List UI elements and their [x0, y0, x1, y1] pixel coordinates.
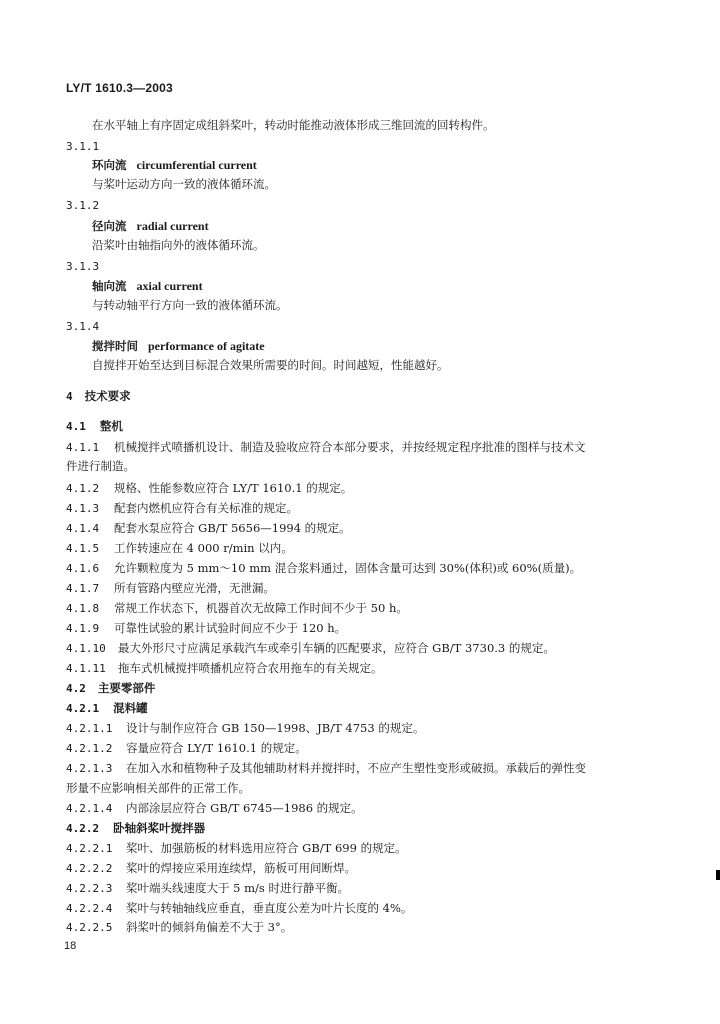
clause-text: 机械搅拌式喷播机设计、制造及验收应符合本部分要求，并按经规定程序批准的图样与技术文 — [114, 440, 586, 454]
clause-text: 桨叶、加强筋板的材料选用应符合 GB/T 699 的规定。 — [126, 841, 407, 855]
scan-edge-mark — [716, 870, 720, 880]
clause-number: 4.2.1.3 — [66, 762, 113, 775]
subsection-number: 4.2 — [66, 682, 86, 695]
term-definition: 沿桨叶由轴指向外的液体循环流。 — [92, 238, 265, 252]
clause-number: 4.1.3 — [66, 502, 100, 515]
clause-number: 4.1.7 — [66, 582, 100, 595]
clause — [66, 540, 293, 557]
subsection-number: 4.2.1 — [66, 702, 100, 715]
clause-number: 4.1.8 — [66, 602, 100, 615]
section-number: 4 — [66, 390, 73, 403]
clause-number: 4.2.1.1 — [66, 722, 113, 735]
term-heading — [92, 157, 257, 173]
clause — [66, 740, 307, 757]
clause — [66, 620, 346, 637]
clause-number: 4.2.2.2 — [66, 862, 113, 875]
page-number: 18 — [64, 940, 77, 952]
clause — [66, 840, 407, 857]
subsection-heading — [66, 820, 205, 837]
clause — [66, 860, 356, 877]
clause — [66, 640, 555, 657]
term-heading — [92, 218, 209, 234]
clause-text: 设计与制作应符合 GB 150—1998、JB/T 4753 的规定。 — [126, 721, 425, 735]
clause — [66, 600, 408, 617]
clause — [66, 880, 349, 897]
subsection-title: 整机 — [99, 419, 123, 433]
clause-text: 所有管路内壁应光滑，无泄漏。 — [114, 581, 275, 595]
clause — [66, 720, 424, 737]
subsection-title: 卧轴斜桨叶搅拌器 — [113, 821, 206, 835]
clause — [66, 660, 383, 677]
clause-number: 3.1.2 — [66, 199, 100, 212]
clause-number: 4.2.2.5 — [66, 921, 113, 934]
clause-text: 拖车式机械搅拌喷播机应符合农用拖车的有关规定。 — [118, 661, 383, 675]
term-zh: 搅拌时间 — [92, 339, 138, 353]
section-heading — [66, 388, 131, 405]
term-definition: 自搅拌开始至达到目标混合效果所需要的时间。时间越短，性能越好。 — [92, 358, 449, 372]
subsection-number: 4.2.2 — [66, 822, 100, 835]
subsection-title: 主要零部件 — [97, 681, 156, 695]
term-definition: 与转动轴平行方向一致的液体循环流。 — [92, 298, 288, 312]
clause-text: 桨叶与转轴轴线应垂直，垂直度公差为叶片长度的 4%。 — [126, 901, 413, 915]
clause-continuation: 形量不应影响相关部件的正常工作。 — [66, 781, 250, 795]
term-en: performance of agitate — [148, 339, 265, 353]
clause-number: 4.1.2 — [66, 482, 100, 495]
clause-number: 4.2.1.2 — [66, 742, 113, 755]
subsection-title: 混料罐 — [113, 701, 148, 715]
term-zh: 环向流 — [92, 158, 127, 172]
clause-number: 4.1.4 — [66, 522, 100, 535]
subsection-heading — [66, 418, 123, 435]
term-zh: 轴向流 — [92, 279, 127, 293]
clause — [66, 760, 586, 777]
clause-number: 4.1.5 — [66, 542, 100, 555]
clause-text: 在加入水和植物种子及其他辅助材料并搅拌时，不应产生塑性变形或破损。承载后的弹性变 — [126, 761, 586, 775]
clause-number: 4.1.9 — [66, 622, 100, 635]
clause — [66, 580, 275, 597]
clause — [66, 800, 363, 817]
term-definition: 与桨叶运动方向一致的液体循环流。 — [92, 177, 276, 191]
clause-text: 最大外形尺寸应满足承载汽车或牵引车辆的匹配要求，应符合 GB/T 3730.3 的规定。 — [118, 641, 555, 655]
clause-text: 配套水泵应符合 GB/T 5656—1994 的规定。 — [114, 521, 351, 535]
section-title: 技术要求 — [84, 389, 131, 403]
subsection-heading — [66, 700, 148, 717]
term-zh: 径向流 — [92, 219, 127, 233]
clause-text: 容量应符合 LY/T 1610.1 的规定。 — [126, 741, 307, 755]
clause — [66, 520, 351, 537]
clause-number: 4.2.2.1 — [66, 842, 113, 855]
clause-number: 4.1.11 — [66, 662, 106, 675]
clause-number: 3.1.4 — [66, 320, 100, 333]
intro-text: 在水平轴上有序固定成组斜桨叶，转动时能推动液体形成三维回流的回转构件。 — [92, 118, 495, 132]
clause-text: 工作转速应在 4 000 r/min 以内。 — [114, 541, 293, 555]
standard-number: LY/T 1610.3—2003 — [66, 81, 173, 95]
clause — [66, 500, 298, 517]
term-heading — [92, 338, 265, 354]
clause-text: 配套内燃机应符合有关标准的规定。 — [114, 501, 298, 515]
clause-text: 斜桨叶的倾斜角偏差不大于 3°。 — [126, 920, 293, 934]
clause-number: 4.1.1 — [66, 441, 100, 454]
clause-number: 4.2.2.3 — [66, 882, 113, 895]
clause-number: 3.1.3 — [66, 260, 100, 273]
clause-number: 4.2.1.4 — [66, 802, 113, 815]
clause-text: 常规工作状态下，机器首次无故障工作时间不少于 50 h。 — [114, 601, 408, 615]
term-en: radial current — [136, 219, 209, 233]
subsection-heading — [66, 680, 155, 697]
clause — [66, 919, 292, 936]
clause-text: 桨叶端头线速度大于 5 m/s 时进行静平衡。 — [126, 881, 349, 895]
clause-continuation: 件进行制造。 — [66, 459, 135, 473]
subsection-number: 4.1 — [66, 420, 86, 433]
term-en: circumferential current — [136, 158, 257, 172]
clause — [66, 900, 412, 917]
term-heading — [92, 278, 203, 294]
clause-text: 规格、性能参数应符合 LY/T 1610.1 的规定。 — [114, 481, 353, 495]
clause-number: 4.2.2.4 — [66, 902, 113, 915]
clause — [66, 560, 581, 577]
clause-text: 内部涂层应符合 GB/T 6745—1986 的规定。 — [126, 801, 363, 815]
term-en: axial current — [136, 279, 203, 293]
clause — [66, 480, 352, 497]
clause-text: 可靠性试验的累计试验时间应不少于 120 h。 — [114, 621, 347, 635]
clause-number: 4.1.10 — [66, 642, 106, 655]
clause-text: 允许颗粒度为 5 mm～10 mm 混合浆料通过，固体含量可达到 30%(体积)或 60%(质量)。 — [114, 561, 582, 575]
clause-number: 3.1.1 — [66, 140, 100, 153]
clause-text: 桨叶的焊接应采用连续焊，筋板可用间断焊。 — [126, 861, 356, 875]
clause — [66, 439, 586, 456]
clause-number: 4.1.6 — [66, 562, 100, 575]
